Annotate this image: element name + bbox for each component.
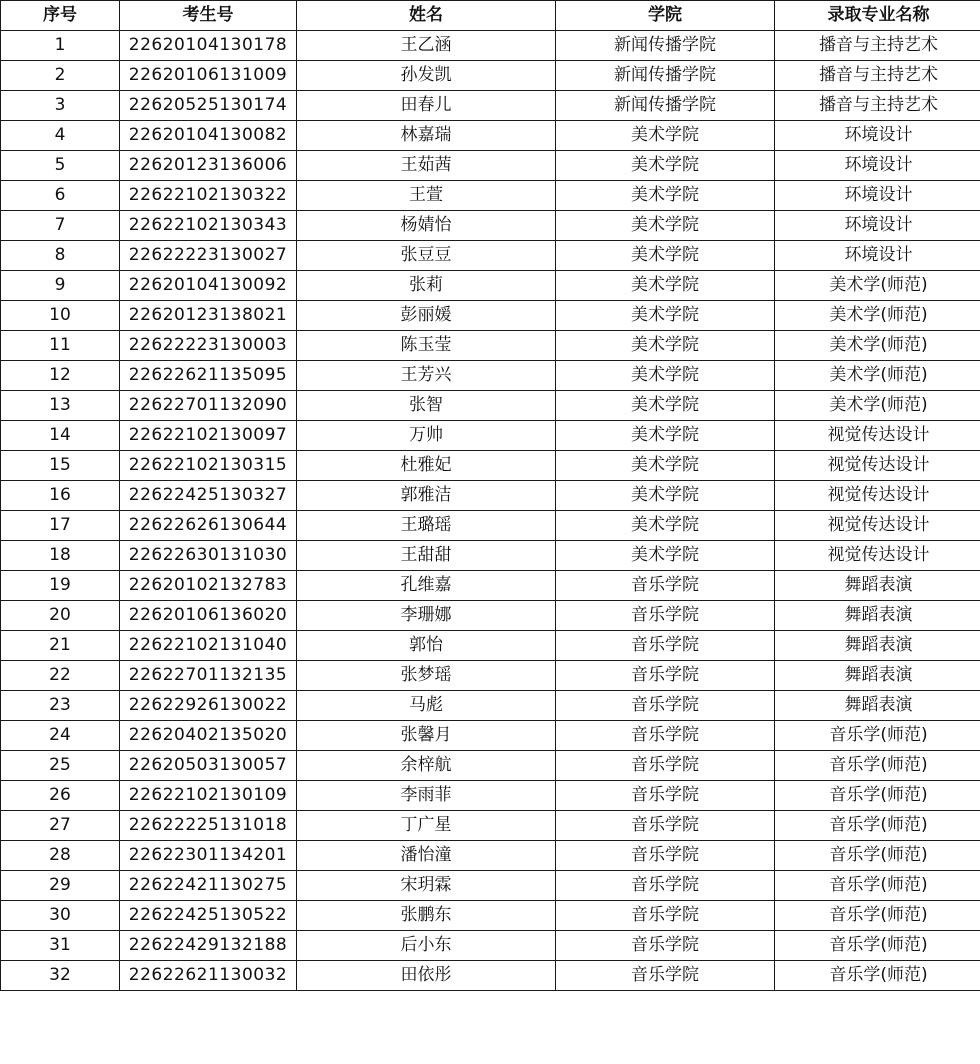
cell-exam-number: 22620104130092: [120, 271, 297, 301]
table-row: [1, 541, 980, 571]
cell-college: 美术学院: [556, 301, 775, 331]
cell-name: 孔维嘉: [297, 571, 556, 601]
table-row: [1, 361, 980, 391]
cell-major: 舞蹈表演: [775, 571, 980, 601]
cell-index: 22: [1, 661, 120, 691]
header-exam-number: 考生号: [120, 1, 297, 31]
cell-name: 张智: [297, 391, 556, 421]
cell-index: 10: [1, 301, 120, 331]
table-row: [1, 391, 980, 421]
table-row: [1, 841, 980, 871]
cell-major: 美术学(师范): [775, 391, 980, 421]
cell-exam-number: 22622425130327: [120, 481, 297, 511]
cell-name: 马彪: [297, 691, 556, 721]
cell-exam-number: 22622301134201: [120, 841, 297, 871]
cell-major: 音乐学(师范): [775, 901, 980, 931]
cell-exam-number: 22620123136006: [120, 151, 297, 181]
header-row: [1, 1, 980, 31]
cell-major: 环境设计: [775, 181, 980, 211]
table-row: [1, 271, 980, 301]
cell-name: 张豆豆: [297, 241, 556, 271]
header-index: 序号: [1, 1, 120, 31]
cell-index: 16: [1, 481, 120, 511]
cell-college: 美术学院: [556, 391, 775, 421]
cell-name: 田依彤: [297, 961, 556, 991]
cell-exam-number: 22622926130022: [120, 691, 297, 721]
cell-college: 音乐学院: [556, 631, 775, 661]
cell-exam-number: 22622102130109: [120, 781, 297, 811]
cell-major: 美术学(师范): [775, 331, 980, 361]
cell-exam-number: 22622223130027: [120, 241, 297, 271]
cell-index: 19: [1, 571, 120, 601]
cell-college: 音乐学院: [556, 571, 775, 601]
cell-name: 孙发凯: [297, 61, 556, 91]
table-body: [1, 31, 980, 991]
table-row: [1, 601, 980, 631]
cell-exam-number: 22622421130275: [120, 871, 297, 901]
cell-major: 播音与主持艺术: [775, 31, 980, 61]
table-row: [1, 751, 980, 781]
cell-index: 11: [1, 331, 120, 361]
table-row: [1, 901, 980, 931]
table-row: [1, 301, 980, 331]
cell-major: 音乐学(师范): [775, 931, 980, 961]
table-row: [1, 61, 980, 91]
cell-exam-number: 22620525130174: [120, 91, 297, 121]
cell-name: 杨婧怡: [297, 211, 556, 241]
cell-exam-number: 22622102130343: [120, 211, 297, 241]
cell-exam-number: 22622429132188: [120, 931, 297, 961]
cell-exam-number: 22620102132783: [120, 571, 297, 601]
cell-major: 音乐学(师范): [775, 871, 980, 901]
cell-college: 音乐学院: [556, 721, 775, 751]
table-row: [1, 631, 980, 661]
cell-major: 播音与主持艺术: [775, 61, 980, 91]
cell-college: 新闻传播学院: [556, 31, 775, 61]
cell-exam-number: 22622701132135: [120, 661, 297, 691]
cell-name: 郭雅洁: [297, 481, 556, 511]
table-row: [1, 931, 980, 961]
cell-major: 音乐学(师范): [775, 841, 980, 871]
cell-name: 余梓航: [297, 751, 556, 781]
cell-exam-number: 22622102130315: [120, 451, 297, 481]
cell-index: 12: [1, 361, 120, 391]
cell-name: 王璐瑶: [297, 511, 556, 541]
table-row: [1, 691, 980, 721]
cell-college: 美术学院: [556, 211, 775, 241]
cell-index: 4: [1, 121, 120, 151]
cell-name: 王乙涵: [297, 31, 556, 61]
cell-college: 音乐学院: [556, 661, 775, 691]
cell-major: 舞蹈表演: [775, 691, 980, 721]
cell-index: 25: [1, 751, 120, 781]
cell-index: 15: [1, 451, 120, 481]
cell-exam-number: 22622102130097: [120, 421, 297, 451]
cell-college: 美术学院: [556, 481, 775, 511]
cell-name: 李雨菲: [297, 781, 556, 811]
cell-college: 美术学院: [556, 151, 775, 181]
cell-major: 环境设计: [775, 211, 980, 241]
header-major: 录取专业名称: [775, 1, 980, 31]
cell-index: 17: [1, 511, 120, 541]
cell-exam-number: 22622701132090: [120, 391, 297, 421]
cell-index: 13: [1, 391, 120, 421]
cell-exam-number: 22622225131018: [120, 811, 297, 841]
cell-name: 王甜甜: [297, 541, 556, 571]
cell-major: 视觉传达设计: [775, 481, 980, 511]
cell-name: 丁广星: [297, 811, 556, 841]
table-row: [1, 241, 980, 271]
header-name: 姓名: [297, 1, 556, 31]
cell-college: 美术学院: [556, 271, 775, 301]
cell-exam-number: 22622621135095: [120, 361, 297, 391]
cell-name: 宋玥霖: [297, 871, 556, 901]
cell-major: 视觉传达设计: [775, 451, 980, 481]
cell-major: 舞蹈表演: [775, 661, 980, 691]
cell-index: 30: [1, 901, 120, 931]
cell-college: 音乐学院: [556, 871, 775, 901]
cell-name: 张鹏东: [297, 901, 556, 931]
table-row: [1, 961, 980, 991]
cell-exam-number: 22622630131030: [120, 541, 297, 571]
cell-college: 美术学院: [556, 331, 775, 361]
cell-exam-number: 22620123138021: [120, 301, 297, 331]
table-row: [1, 871, 980, 901]
cell-index: 1: [1, 31, 120, 61]
cell-college: 音乐学院: [556, 691, 775, 721]
cell-college: 音乐学院: [556, 751, 775, 781]
cell-index: 24: [1, 721, 120, 751]
cell-college: 音乐学院: [556, 811, 775, 841]
cell-index: 21: [1, 631, 120, 661]
table-row: [1, 211, 980, 241]
cell-name: 后小东: [297, 931, 556, 961]
cell-name: 陈玉莹: [297, 331, 556, 361]
cell-index: 8: [1, 241, 120, 271]
cell-major: 播音与主持艺术: [775, 91, 980, 121]
cell-college: 美术学院: [556, 451, 775, 481]
cell-exam-number: 22622626130644: [120, 511, 297, 541]
cell-major: 视觉传达设计: [775, 421, 980, 451]
cell-index: 28: [1, 841, 120, 871]
cell-name: 张梦瑶: [297, 661, 556, 691]
cell-major: 视觉传达设计: [775, 541, 980, 571]
cell-name: 郭怡: [297, 631, 556, 661]
cell-name: 杜雅妃: [297, 451, 556, 481]
table-row: [1, 331, 980, 361]
cell-major: 美术学(师范): [775, 361, 980, 391]
table-row: [1, 31, 980, 61]
cell-major: 视觉传达设计: [775, 511, 980, 541]
cell-index: 7: [1, 211, 120, 241]
cell-exam-number: 22620106131009: [120, 61, 297, 91]
cell-exam-number: 22620402135020: [120, 721, 297, 751]
cell-name: 王茹茜: [297, 151, 556, 181]
table-row: [1, 151, 980, 181]
cell-name: 林嘉瑞: [297, 121, 556, 151]
cell-exam-number: 22620106136020: [120, 601, 297, 631]
cell-name: 张莉: [297, 271, 556, 301]
table-row: [1, 181, 980, 211]
cell-name: 万帅: [297, 421, 556, 451]
cell-major: 环境设计: [775, 121, 980, 151]
cell-index: 3: [1, 91, 120, 121]
table-row: [1, 121, 980, 151]
table-row: [1, 811, 980, 841]
cell-major: 美术学(师范): [775, 301, 980, 331]
cell-index: 31: [1, 931, 120, 961]
cell-index: 9: [1, 271, 120, 301]
cell-exam-number: 22620104130178: [120, 31, 297, 61]
cell-major: 环境设计: [775, 241, 980, 271]
cell-major: 音乐学(师范): [775, 751, 980, 781]
table-row: [1, 481, 980, 511]
cell-college: 音乐学院: [556, 781, 775, 811]
cell-exam-number: 22622102130322: [120, 181, 297, 211]
table-row: [1, 421, 980, 451]
cell-major: 音乐学(师范): [775, 781, 980, 811]
cell-index: 18: [1, 541, 120, 571]
cell-college: 音乐学院: [556, 961, 775, 991]
cell-exam-number: 22622621130032: [120, 961, 297, 991]
cell-college: 美术学院: [556, 181, 775, 211]
cell-index: 14: [1, 421, 120, 451]
cell-college: 美术学院: [556, 421, 775, 451]
cell-major: 舞蹈表演: [775, 631, 980, 661]
cell-college: 美术学院: [556, 361, 775, 391]
cell-college: 音乐学院: [556, 841, 775, 871]
cell-college: 美术学院: [556, 511, 775, 541]
cell-college: 音乐学院: [556, 901, 775, 931]
cell-name: 潘怡潼: [297, 841, 556, 871]
table-row: [1, 91, 980, 121]
cell-index: 2: [1, 61, 120, 91]
cell-index: 6: [1, 181, 120, 211]
cell-major: 音乐学(师范): [775, 811, 980, 841]
cell-major: 音乐学(师范): [775, 961, 980, 991]
cell-name: 王芳兴: [297, 361, 556, 391]
table-row: [1, 451, 980, 481]
cell-major: 环境设计: [775, 151, 980, 181]
table-row: [1, 661, 980, 691]
table-row: [1, 781, 980, 811]
header-college: 学院: [556, 1, 775, 31]
cell-major: 美术学(师范): [775, 271, 980, 301]
cell-index: 32: [1, 961, 120, 991]
table-row: [1, 721, 980, 751]
cell-index: 26: [1, 781, 120, 811]
cell-name: 李珊娜: [297, 601, 556, 631]
cell-index: 27: [1, 811, 120, 841]
cell-index: 5: [1, 151, 120, 181]
cell-index: 20: [1, 601, 120, 631]
cell-name: 田春儿: [297, 91, 556, 121]
cell-college: 美术学院: [556, 241, 775, 271]
cell-college: 新闻传播学院: [556, 61, 775, 91]
cell-college: 音乐学院: [556, 601, 775, 631]
cell-name: 张馨月: [297, 721, 556, 751]
cell-exam-number: 22622102131040: [120, 631, 297, 661]
cell-exam-number: 22622223130003: [120, 331, 297, 361]
cell-name: 彭丽媛: [297, 301, 556, 331]
cell-exam-number: 22622425130522: [120, 901, 297, 931]
cell-college: 音乐学院: [556, 931, 775, 961]
cell-college: 美术学院: [556, 541, 775, 571]
cell-college: 新闻传播学院: [556, 91, 775, 121]
cell-exam-number: 22620104130082: [120, 121, 297, 151]
cell-major: 音乐学(师范): [775, 721, 980, 751]
cell-name: 王萱: [297, 181, 556, 211]
cell-index: 23: [1, 691, 120, 721]
cell-major: 舞蹈表演: [775, 601, 980, 631]
cell-index: 29: [1, 871, 120, 901]
table-row: [1, 571, 980, 601]
table-row: [1, 511, 980, 541]
cell-exam-number: 22620503130057: [120, 751, 297, 781]
cell-college: 美术学院: [556, 121, 775, 151]
